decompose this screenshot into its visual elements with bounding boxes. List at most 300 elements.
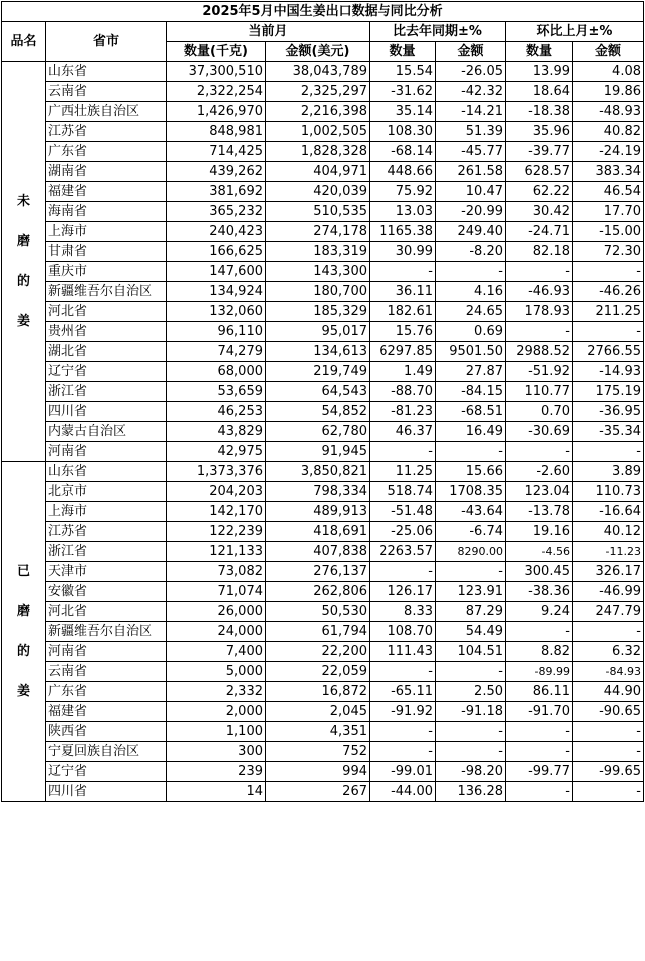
cell-yoy-quantity: 518.74 bbox=[370, 482, 436, 502]
cell-amount: 2,216,398 bbox=[266, 102, 370, 122]
header-mom-amount: 金额 bbox=[573, 42, 644, 62]
cell-yoy-amount: -14.21 bbox=[436, 102, 506, 122]
cell-province: 江苏省 bbox=[46, 122, 167, 142]
table-row bbox=[2, 762, 644, 782]
cell-yoy-amount: - bbox=[436, 722, 506, 742]
cell-mom-amount: 40.12 bbox=[573, 522, 644, 542]
table-row bbox=[2, 222, 644, 242]
cell-quantity: 1,100 bbox=[167, 722, 266, 742]
cell-yoy-quantity: - bbox=[370, 662, 436, 682]
cell-mom-quantity: -30.69 bbox=[506, 422, 573, 442]
cell-mom-amount: 72.30 bbox=[573, 242, 644, 262]
cell-mom-quantity: 19.16 bbox=[506, 522, 573, 542]
cell-mom-amount: - bbox=[573, 262, 644, 282]
cell-mom-quantity: 123.04 bbox=[506, 482, 573, 502]
cell-quantity: 1,426,970 bbox=[167, 102, 266, 122]
cell-amount: 50,530 bbox=[266, 602, 370, 622]
cell-mom-amount: 46.54 bbox=[573, 182, 644, 202]
cell-yoy-quantity: 2263.57 bbox=[370, 542, 436, 562]
table-row bbox=[2, 482, 644, 502]
cell-quantity: 365,232 bbox=[167, 202, 266, 222]
cell-mom-quantity: 13.99 bbox=[506, 62, 573, 82]
cell-quantity: 142,170 bbox=[167, 502, 266, 522]
cell-mom-amount: -35.34 bbox=[573, 422, 644, 442]
cell-amount: 16,872 bbox=[266, 682, 370, 702]
cell-yoy-amount: -45.77 bbox=[436, 142, 506, 162]
table-row bbox=[2, 62, 644, 82]
table-row bbox=[2, 302, 644, 322]
cell-amount: 420,039 bbox=[266, 182, 370, 202]
cell-mom-amount: 2766.55 bbox=[573, 342, 644, 362]
table-row bbox=[2, 442, 644, 462]
cell-province: 广东省 bbox=[46, 682, 167, 702]
cell-province: 甘肃省 bbox=[46, 242, 167, 262]
cell-amount: 3,850,821 bbox=[266, 462, 370, 482]
cell-amount: 62,780 bbox=[266, 422, 370, 442]
cell-yoy-amount: - bbox=[436, 662, 506, 682]
cell-mom-quantity: - bbox=[506, 782, 573, 802]
cell-amount: 38,043,789 bbox=[266, 62, 370, 82]
cell-province: 云南省 bbox=[46, 662, 167, 682]
table-row bbox=[2, 342, 644, 362]
cell-yoy-quantity: -65.11 bbox=[370, 682, 436, 702]
cell-quantity: 43,829 bbox=[167, 422, 266, 442]
cell-amount: 180,700 bbox=[266, 282, 370, 302]
cell-quantity: 5,000 bbox=[167, 662, 266, 682]
cell-yoy-quantity: 108.30 bbox=[370, 122, 436, 142]
cell-yoy-amount: -84.15 bbox=[436, 382, 506, 402]
cell-mom-amount: 19.86 bbox=[573, 82, 644, 102]
cell-amount: 54,852 bbox=[266, 402, 370, 422]
cell-province: 江苏省 bbox=[46, 522, 167, 542]
table-row bbox=[2, 642, 644, 662]
cell-mom-quantity: 178.93 bbox=[506, 302, 573, 322]
cell-quantity: 73,082 bbox=[167, 562, 266, 582]
cell-quantity: 848,981 bbox=[167, 122, 266, 142]
product-category-char: 磨 bbox=[16, 233, 30, 249]
cell-yoy-amount: 87.29 bbox=[436, 602, 506, 622]
cell-quantity: 147,600 bbox=[167, 262, 266, 282]
cell-mom-amount: -14.93 bbox=[573, 362, 644, 382]
cell-amount: 404,971 bbox=[266, 162, 370, 182]
cell-province: 重庆市 bbox=[46, 262, 167, 282]
header-current-month: 当前月 bbox=[167, 22, 370, 42]
cell-yoy-quantity: -99.01 bbox=[370, 762, 436, 782]
cell-yoy-quantity: 108.70 bbox=[370, 622, 436, 642]
cell-quantity: 68,000 bbox=[167, 362, 266, 382]
cell-yoy-amount: -43.64 bbox=[436, 502, 506, 522]
cell-yoy-amount: 8290.00 bbox=[436, 542, 506, 562]
table-row bbox=[2, 502, 644, 522]
cell-mom-amount: -36.95 bbox=[573, 402, 644, 422]
cell-amount: 1,828,328 bbox=[266, 142, 370, 162]
product-category bbox=[2, 462, 46, 802]
cell-province: 河南省 bbox=[46, 642, 167, 662]
cell-yoy-quantity: - bbox=[370, 742, 436, 762]
cell-quantity: 46,253 bbox=[167, 402, 266, 422]
cell-mom-quantity: -38.36 bbox=[506, 582, 573, 602]
table-row bbox=[2, 602, 644, 622]
cell-yoy-quantity: - bbox=[370, 262, 436, 282]
table-body bbox=[2, 62, 644, 802]
cell-province: 宁夏回族自治区 bbox=[46, 742, 167, 762]
cell-quantity: 166,625 bbox=[167, 242, 266, 262]
cell-yoy-amount: 24.65 bbox=[436, 302, 506, 322]
cell-province: 湖北省 bbox=[46, 342, 167, 362]
cell-amount: 143,300 bbox=[266, 262, 370, 282]
header-mom-quantity: 数量 bbox=[506, 42, 573, 62]
cell-mom-quantity: -99.77 bbox=[506, 762, 573, 782]
cell-mom-quantity: -18.38 bbox=[506, 102, 573, 122]
cell-province: 福建省 bbox=[46, 702, 167, 722]
cell-mom-amount: -24.19 bbox=[573, 142, 644, 162]
cell-yoy-amount: -68.51 bbox=[436, 402, 506, 422]
cell-province: 新疆维吾尔自治区 bbox=[46, 622, 167, 642]
cell-province: 贵州省 bbox=[46, 322, 167, 342]
cell-amount: 183,319 bbox=[266, 242, 370, 262]
cell-yoy-amount: - bbox=[436, 262, 506, 282]
cell-province: 广西壮族自治区 bbox=[46, 102, 167, 122]
product-category-char: 姜 bbox=[16, 313, 30, 329]
cell-quantity: 26,000 bbox=[167, 602, 266, 622]
cell-mom-quantity: -4.56 bbox=[506, 542, 573, 562]
cell-yoy-quantity: 1165.38 bbox=[370, 222, 436, 242]
cell-mom-quantity: -2.60 bbox=[506, 462, 573, 482]
cell-province: 河北省 bbox=[46, 302, 167, 322]
cell-yoy-quantity: -91.92 bbox=[370, 702, 436, 722]
product-category-char: 的 bbox=[16, 273, 30, 289]
cell-amount: 185,329 bbox=[266, 302, 370, 322]
cell-mom-quantity: - bbox=[506, 622, 573, 642]
cell-quantity: 132,060 bbox=[167, 302, 266, 322]
cell-mom-amount: -48.93 bbox=[573, 102, 644, 122]
cell-quantity: 240,423 bbox=[167, 222, 266, 242]
cell-yoy-quantity: - bbox=[370, 562, 436, 582]
cell-quantity: 42,975 bbox=[167, 442, 266, 462]
cell-mom-quantity: -51.92 bbox=[506, 362, 573, 382]
table-row bbox=[2, 322, 644, 342]
cell-yoy-quantity: 15.54 bbox=[370, 62, 436, 82]
table-row bbox=[2, 782, 644, 802]
cell-mom-amount: 3.89 bbox=[573, 462, 644, 482]
table-row bbox=[2, 462, 644, 482]
cell-amount: 752 bbox=[266, 742, 370, 762]
cell-mom-quantity: -13.78 bbox=[506, 502, 573, 522]
cell-yoy-amount: -98.20 bbox=[436, 762, 506, 782]
header-product: 品名 bbox=[2, 22, 46, 62]
cell-quantity: 37,300,510 bbox=[167, 62, 266, 82]
cell-mom-quantity: 86.11 bbox=[506, 682, 573, 702]
cell-mom-amount: -90.65 bbox=[573, 702, 644, 722]
cell-yoy-amount: 10.47 bbox=[436, 182, 506, 202]
cell-amount: 418,691 bbox=[266, 522, 370, 542]
cell-amount: 134,613 bbox=[266, 342, 370, 362]
product-category-char: 磨 bbox=[16, 603, 30, 619]
cell-amount: 219,749 bbox=[266, 362, 370, 382]
cell-mom-amount: 110.73 bbox=[573, 482, 644, 502]
cell-province: 陕西省 bbox=[46, 722, 167, 742]
cell-yoy-quantity: -88.70 bbox=[370, 382, 436, 402]
cell-province: 安徽省 bbox=[46, 582, 167, 602]
cell-yoy-quantity: 8.33 bbox=[370, 602, 436, 622]
cell-mom-amount: -46.99 bbox=[573, 582, 644, 602]
cell-amount: 22,200 bbox=[266, 642, 370, 662]
cell-yoy-quantity: 13.03 bbox=[370, 202, 436, 222]
table-row bbox=[2, 202, 644, 222]
cell-amount: 95,017 bbox=[266, 322, 370, 342]
cell-mom-amount: -84.93 bbox=[573, 662, 644, 682]
table-row bbox=[2, 382, 644, 402]
cell-quantity: 74,279 bbox=[167, 342, 266, 362]
cell-quantity: 204,203 bbox=[167, 482, 266, 502]
cell-mom-quantity: -91.70 bbox=[506, 702, 573, 722]
cell-province: 四川省 bbox=[46, 402, 167, 422]
table-row bbox=[2, 122, 644, 142]
cell-quantity: 300 bbox=[167, 742, 266, 762]
cell-amount: 274,178 bbox=[266, 222, 370, 242]
cell-yoy-quantity: 35.14 bbox=[370, 102, 436, 122]
cell-amount: 262,806 bbox=[266, 582, 370, 602]
cell-mom-amount: - bbox=[573, 722, 644, 742]
cell-mom-quantity: 82.18 bbox=[506, 242, 573, 262]
cell-province: 北京市 bbox=[46, 482, 167, 502]
cell-mom-amount: - bbox=[573, 442, 644, 462]
cell-yoy-amount: 2.50 bbox=[436, 682, 506, 702]
table-row bbox=[2, 702, 644, 722]
cell-province: 上海市 bbox=[46, 222, 167, 242]
table-row bbox=[2, 522, 644, 542]
cell-province: 海南省 bbox=[46, 202, 167, 222]
cell-province: 云南省 bbox=[46, 82, 167, 102]
cell-mom-quantity: - bbox=[506, 442, 573, 462]
cell-mom-amount: - bbox=[573, 782, 644, 802]
table-row bbox=[2, 242, 644, 262]
cell-mom-quantity: - bbox=[506, 742, 573, 762]
header-mom: 环比上月±% bbox=[506, 22, 644, 42]
cell-yoy-quantity: -44.00 bbox=[370, 782, 436, 802]
cell-amount: 510,535 bbox=[266, 202, 370, 222]
cell-yoy-amount: -8.20 bbox=[436, 242, 506, 262]
header-yoy-amount: 金额 bbox=[436, 42, 506, 62]
cell-mom-quantity: - bbox=[506, 262, 573, 282]
cell-province: 内蒙古自治区 bbox=[46, 422, 167, 442]
cell-province: 河南省 bbox=[46, 442, 167, 462]
cell-amount: 2,045 bbox=[266, 702, 370, 722]
cell-mom-quantity: 35.96 bbox=[506, 122, 573, 142]
cell-mom-quantity: -24.71 bbox=[506, 222, 573, 242]
cell-province: 辽宁省 bbox=[46, 762, 167, 782]
cell-quantity: 53,659 bbox=[167, 382, 266, 402]
table-row bbox=[2, 102, 644, 122]
cell-province: 浙江省 bbox=[46, 382, 167, 402]
cell-amount: 91,945 bbox=[266, 442, 370, 462]
cell-yoy-quantity: -81.23 bbox=[370, 402, 436, 422]
cell-mom-quantity: 2988.52 bbox=[506, 342, 573, 362]
cell-quantity: 439,262 bbox=[167, 162, 266, 182]
cell-yoy-amount: 1708.35 bbox=[436, 482, 506, 502]
cell-yoy-amount: 51.39 bbox=[436, 122, 506, 142]
cell-quantity: 134,924 bbox=[167, 282, 266, 302]
cell-mom-quantity: 30.42 bbox=[506, 202, 573, 222]
cell-quantity: 381,692 bbox=[167, 182, 266, 202]
cell-province: 山东省 bbox=[46, 462, 167, 482]
cell-mom-quantity: 300.45 bbox=[506, 562, 573, 582]
cell-mom-quantity: 9.24 bbox=[506, 602, 573, 622]
cell-yoy-amount: 249.40 bbox=[436, 222, 506, 242]
cell-mom-quantity: - bbox=[506, 322, 573, 342]
cell-mom-amount: 247.79 bbox=[573, 602, 644, 622]
cell-mom-amount: 211.25 bbox=[573, 302, 644, 322]
cell-mom-quantity: 110.77 bbox=[506, 382, 573, 402]
cell-quantity: 96,110 bbox=[167, 322, 266, 342]
table-title: 2025年5月中国生姜出口数据与同比分析 bbox=[2, 2, 644, 22]
cell-mom-amount: -46.26 bbox=[573, 282, 644, 302]
cell-yoy-quantity: 448.66 bbox=[370, 162, 436, 182]
cell-mom-amount: 6.32 bbox=[573, 642, 644, 662]
cell-yoy-amount: -42.32 bbox=[436, 82, 506, 102]
table-row bbox=[2, 162, 644, 182]
table-row bbox=[2, 662, 644, 682]
cell-province: 湖南省 bbox=[46, 162, 167, 182]
cell-yoy-quantity: -68.14 bbox=[370, 142, 436, 162]
cell-yoy-quantity: 11.25 bbox=[370, 462, 436, 482]
header-province: 省市 bbox=[46, 22, 167, 62]
table-row bbox=[2, 142, 644, 162]
cell-quantity: 14 bbox=[167, 782, 266, 802]
cell-quantity: 2,000 bbox=[167, 702, 266, 722]
table-row bbox=[2, 82, 644, 102]
table-row bbox=[2, 542, 644, 562]
cell-yoy-amount: 104.51 bbox=[436, 642, 506, 662]
cell-yoy-amount: - bbox=[436, 742, 506, 762]
cell-province: 广东省 bbox=[46, 142, 167, 162]
cell-yoy-amount: 261.58 bbox=[436, 162, 506, 182]
cell-amount: 2,325,297 bbox=[266, 82, 370, 102]
table-row bbox=[2, 562, 644, 582]
cell-quantity: 122,239 bbox=[167, 522, 266, 542]
cell-amount: 798,334 bbox=[266, 482, 370, 502]
header-yoy: 比去年同期±% bbox=[370, 22, 506, 42]
cell-yoy-amount: - bbox=[436, 442, 506, 462]
table-row bbox=[2, 622, 644, 642]
product-category-char: 姜 bbox=[16, 683, 30, 699]
cell-province: 山东省 bbox=[46, 62, 167, 82]
cell-amount: 1,002,505 bbox=[266, 122, 370, 142]
cell-mom-amount: -15.00 bbox=[573, 222, 644, 242]
cell-yoy-quantity: 1.49 bbox=[370, 362, 436, 382]
cell-mom-amount: 175.19 bbox=[573, 382, 644, 402]
header-row-1 bbox=[2, 22, 644, 42]
product-category-char: 已 bbox=[16, 563, 30, 579]
cell-yoy-quantity: 36.11 bbox=[370, 282, 436, 302]
cell-yoy-quantity: 15.76 bbox=[370, 322, 436, 342]
cell-mom-amount: - bbox=[573, 622, 644, 642]
cell-yoy-amount: - bbox=[436, 562, 506, 582]
cell-mom-amount: 326.17 bbox=[573, 562, 644, 582]
product-category bbox=[2, 62, 46, 462]
cell-quantity: 24,000 bbox=[167, 622, 266, 642]
cell-quantity: 1,373,376 bbox=[167, 462, 266, 482]
header-quantity: 数量(千克) bbox=[167, 42, 266, 62]
cell-yoy-amount: 54.49 bbox=[436, 622, 506, 642]
cell-yoy-amount: 9501.50 bbox=[436, 342, 506, 362]
cell-quantity: 239 bbox=[167, 762, 266, 782]
cell-province: 福建省 bbox=[46, 182, 167, 202]
title-row bbox=[2, 2, 644, 22]
cell-yoy-amount: -91.18 bbox=[436, 702, 506, 722]
cell-mom-quantity: 0.70 bbox=[506, 402, 573, 422]
table-row bbox=[2, 722, 644, 742]
cell-mom-quantity: 62.22 bbox=[506, 182, 573, 202]
cell-mom-amount: -11.23 bbox=[573, 542, 644, 562]
cell-province: 天津市 bbox=[46, 562, 167, 582]
cell-mom-quantity: -39.77 bbox=[506, 142, 573, 162]
cell-amount: 22,059 bbox=[266, 662, 370, 682]
table-row bbox=[2, 582, 644, 602]
cell-province: 河北省 bbox=[46, 602, 167, 622]
cell-province: 浙江省 bbox=[46, 542, 167, 562]
cell-quantity: 71,074 bbox=[167, 582, 266, 602]
cell-mom-amount: 40.82 bbox=[573, 122, 644, 142]
cell-yoy-amount: 15.66 bbox=[436, 462, 506, 482]
product-category-char: 未 bbox=[16, 193, 30, 209]
cell-mom-quantity: 628.57 bbox=[506, 162, 573, 182]
table-row bbox=[2, 422, 644, 442]
cell-amount: 489,913 bbox=[266, 502, 370, 522]
cell-mom-quantity: 18.64 bbox=[506, 82, 573, 102]
cell-yoy-amount: 4.16 bbox=[436, 282, 506, 302]
cell-yoy-quantity: - bbox=[370, 442, 436, 462]
cell-mom-amount: -99.65 bbox=[573, 762, 644, 782]
cell-province: 新疆维吾尔自治区 bbox=[46, 282, 167, 302]
cell-mom-amount: 383.34 bbox=[573, 162, 644, 182]
cell-yoy-amount: 16.49 bbox=[436, 422, 506, 442]
cell-amount: 276,137 bbox=[266, 562, 370, 582]
cell-amount: 64,543 bbox=[266, 382, 370, 402]
cell-province: 上海市 bbox=[46, 502, 167, 522]
cell-yoy-quantity: -31.62 bbox=[370, 82, 436, 102]
cell-amount: 61,794 bbox=[266, 622, 370, 642]
cell-mom-amount: 17.70 bbox=[573, 202, 644, 222]
cell-quantity: 121,133 bbox=[167, 542, 266, 562]
cell-yoy-amount: 0.69 bbox=[436, 322, 506, 342]
cell-yoy-amount: 27.87 bbox=[436, 362, 506, 382]
cell-yoy-amount: 123.91 bbox=[436, 582, 506, 602]
cell-mom-amount: -16.64 bbox=[573, 502, 644, 522]
table-row bbox=[2, 742, 644, 762]
header-amount: 金额(美元) bbox=[266, 42, 370, 62]
cell-mom-amount: 44.90 bbox=[573, 682, 644, 702]
cell-mom-quantity: -46.93 bbox=[506, 282, 573, 302]
cell-mom-quantity: - bbox=[506, 722, 573, 742]
cell-yoy-quantity: -25.06 bbox=[370, 522, 436, 542]
cell-amount: 407,838 bbox=[266, 542, 370, 562]
cell-amount: 267 bbox=[266, 782, 370, 802]
cell-yoy-amount: -20.99 bbox=[436, 202, 506, 222]
cell-yoy-amount: -6.74 bbox=[436, 522, 506, 542]
cell-yoy-quantity: 182.61 bbox=[370, 302, 436, 322]
cell-quantity: 2,332 bbox=[167, 682, 266, 702]
cell-yoy-quantity: 46.37 bbox=[370, 422, 436, 442]
cell-yoy-quantity: 126.17 bbox=[370, 582, 436, 602]
cell-quantity: 714,425 bbox=[167, 142, 266, 162]
table-row bbox=[2, 182, 644, 202]
ginger-export-table bbox=[1, 1, 644, 802]
cell-mom-amount: - bbox=[573, 742, 644, 762]
cell-yoy-quantity: -51.48 bbox=[370, 502, 436, 522]
cell-province: 四川省 bbox=[46, 782, 167, 802]
cell-yoy-amount: -26.05 bbox=[436, 62, 506, 82]
